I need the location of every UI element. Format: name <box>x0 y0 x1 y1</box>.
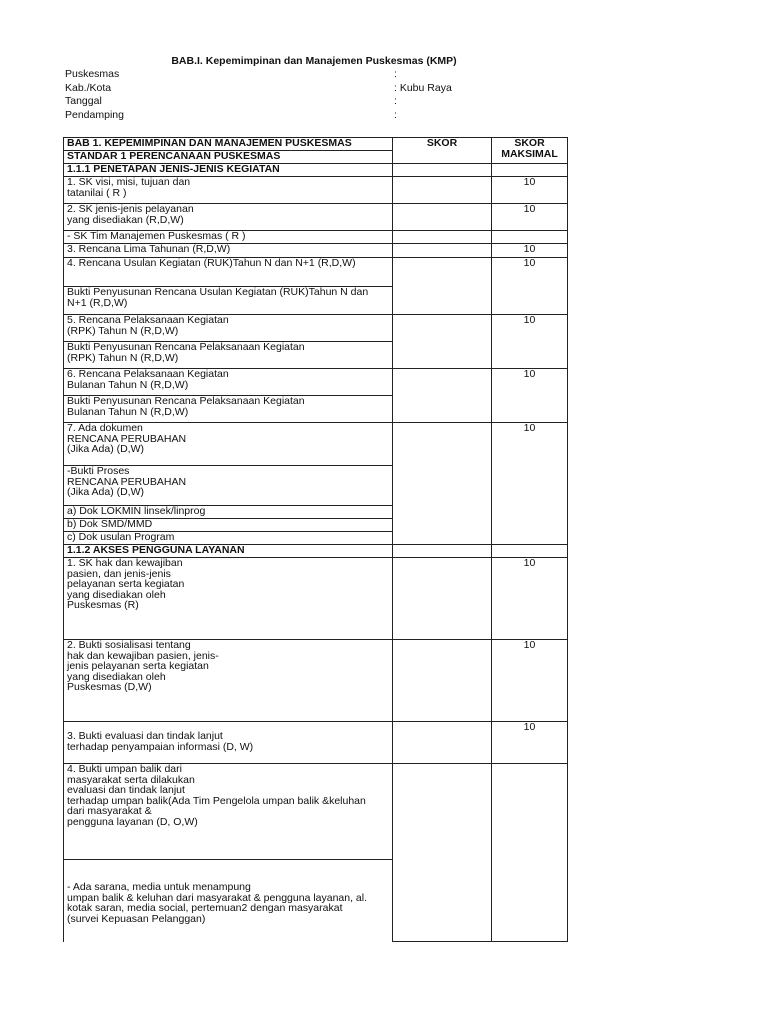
item-text: 3. Rencana Lima Tahunan (R,D,W) <box>64 244 393 258</box>
section-row <box>64 164 568 177</box>
info-value: : Kubu Raya <box>394 81 452 94</box>
info-label: Tanggal <box>65 95 102 107</box>
item-text: a) Dok LOKMIN linsek/linprog <box>64 506 393 519</box>
item-text: 4. Rencana Usulan Kegiatan (RUK)Tahun N dan N+1 (R,D,W) <box>64 258 393 287</box>
score-cell[interactable] <box>393 764 492 942</box>
max-score: 10 <box>492 722 568 764</box>
table-row <box>64 722 568 764</box>
table-row <box>64 231 568 244</box>
assessment-table <box>63 137 568 942</box>
score-cell[interactable] <box>393 204 492 231</box>
item-text: -Bukti Proses RENCANA PERUBAHAN (Jika Ada) (D,W) <box>64 466 393 506</box>
section-row <box>64 545 568 558</box>
max-score: 10 <box>492 244 568 258</box>
info-row-tanggal <box>65 95 565 109</box>
score-cell[interactable] <box>393 315 492 369</box>
score-cell[interactable] <box>393 177 492 204</box>
table-row <box>64 423 568 466</box>
table-row <box>64 369 568 396</box>
item-text: 2. SK jenis-jenis pelayanan yang disediakan (R,D,W) <box>64 204 393 231</box>
max-score: 10 <box>492 423 568 545</box>
max-score: 10 <box>492 315 568 369</box>
score-cell[interactable] <box>393 545 492 558</box>
table-row <box>64 244 568 258</box>
max-score: 10 <box>492 369 568 423</box>
table-row <box>64 764 568 860</box>
info-row-puskesmas <box>65 68 565 82</box>
info-label: Kab./Kota <box>65 81 112 94</box>
score-cell[interactable] <box>393 258 492 315</box>
score-cell[interactable] <box>393 722 492 764</box>
item-text: Bukti Penyusunan Rencana Usulan Kegiatan (RUK)Tahun N dan N+1 (R,D,W) <box>64 287 393 315</box>
info-value: : <box>394 108 397 121</box>
table-row <box>64 315 568 342</box>
item-text: - SK Tim Manajemen Puskesmas ( R ) <box>64 231 393 244</box>
max-score: 10 <box>492 558 568 640</box>
score-cell[interactable] <box>393 640 492 722</box>
header-skor: SKOR <box>393 138 492 164</box>
item-text: 2. Bukti sosialisasi tentang hak dan kewajiban pasien, jenis- jenis pelayanan serta kegiatan yang disediakan oleh Puskesmas (D,W) <box>64 640 393 722</box>
table-row <box>64 258 568 287</box>
item-text: Bukti Penyusunan Rencana Pelaksanaan Kegiatan (RPK) Tahun N (R,D,W) <box>64 342 393 369</box>
info-block <box>65 68 565 122</box>
header-bab: BAB 1. KEPEMIMPINAN DAN MANAJEMEN PUSKESMAS <box>64 138 393 151</box>
table-row <box>64 640 568 722</box>
table-row <box>64 204 568 231</box>
score-cell[interactable] <box>393 558 492 640</box>
score-cell[interactable] <box>393 164 492 177</box>
max-score: 10 <box>492 640 568 722</box>
item-text: Bukti Penyusunan Rencana Pelaksanaan Kegiatan Bulanan Tahun N (R,D,W) <box>64 396 393 423</box>
info-value: : <box>394 68 397 80</box>
section-title: 1.1.2 AKSES PENGGUNA LAYANAN <box>64 545 393 558</box>
max-cell <box>492 545 568 558</box>
info-value: : <box>394 95 397 107</box>
item-text: 1. SK visi, misi, tujuan dan tatanilai ( R ) <box>64 177 393 204</box>
item-text: 3. Bukti evaluasi dan tindak lanjut terhadap penyampaian informasi (D, W) <box>64 722 393 764</box>
item-text: 5. Rencana Pelaksanaan Kegiatan (RPK) Tahun N (R,D,W) <box>64 315 393 342</box>
max-score: 10 <box>492 177 568 204</box>
item-text: 7. Ada dokumen RENCANA PERUBAHAN (Jika Ada) (D,W) <box>64 423 393 466</box>
info-row-pendamping <box>65 109 565 123</box>
max-cell <box>492 764 568 942</box>
item-text: - Ada sarana, media untuk menampung umpan balik & keluhan dari masyarakat & pengguna layanan, al. kotak saran, media social, pertemuan2 dengan masyarakat (survei Kepuasan Pelanggan) <box>64 860 393 942</box>
max-cell <box>492 231 568 244</box>
max-score: 10 <box>492 258 568 315</box>
max-cell <box>492 164 568 177</box>
section-title: 1.1.1 PENETAPAN JENIS-JENIS KEGIATAN <box>64 164 393 177</box>
table-row <box>64 177 568 204</box>
item-text: 4. Bukti umpan balik dari masyarakat serta dilakukan evaluasi dan tindak lanjut terhadap umpan balik(Ada Tim Pengelola umpan balik &keluhan dari masyarakat & pengguna layanan (D, O,W) <box>64 764 393 860</box>
score-cell[interactable] <box>393 369 492 423</box>
header-skor-maksimal: SKOR MAKSIMAL <box>492 138 568 164</box>
table-header-row <box>64 138 568 151</box>
item-text: 1. SK hak dan kewajiban pasien, dan jenis-jenis pelayanan serta kegiatan yang disediakan oleh Puskesmas (R) <box>64 558 393 640</box>
table-row <box>64 558 568 640</box>
info-row-kabkota <box>65 82 565 96</box>
score-cell[interactable] <box>393 244 492 258</box>
max-score: 10 <box>492 204 568 231</box>
item-text: b) Dok SMD/MMD <box>64 519 393 532</box>
item-text: 6. Rencana Pelaksanaan Kegiatan Bulanan Tahun N (R,D,W) <box>64 369 393 396</box>
item-text: c) Dok usulan Program <box>64 532 393 545</box>
info-label: Puskesmas <box>65 68 120 80</box>
score-cell[interactable] <box>393 231 492 244</box>
document-title: BAB.I. Kepemimpinan dan Manajemen Puskesmas (KMP) <box>171 55 457 67</box>
header-standar: STANDAR 1 PERENCANAAN PUSKESMAS <box>64 151 393 164</box>
score-cell[interactable] <box>393 423 492 545</box>
info-label: Pendamping <box>65 108 124 121</box>
